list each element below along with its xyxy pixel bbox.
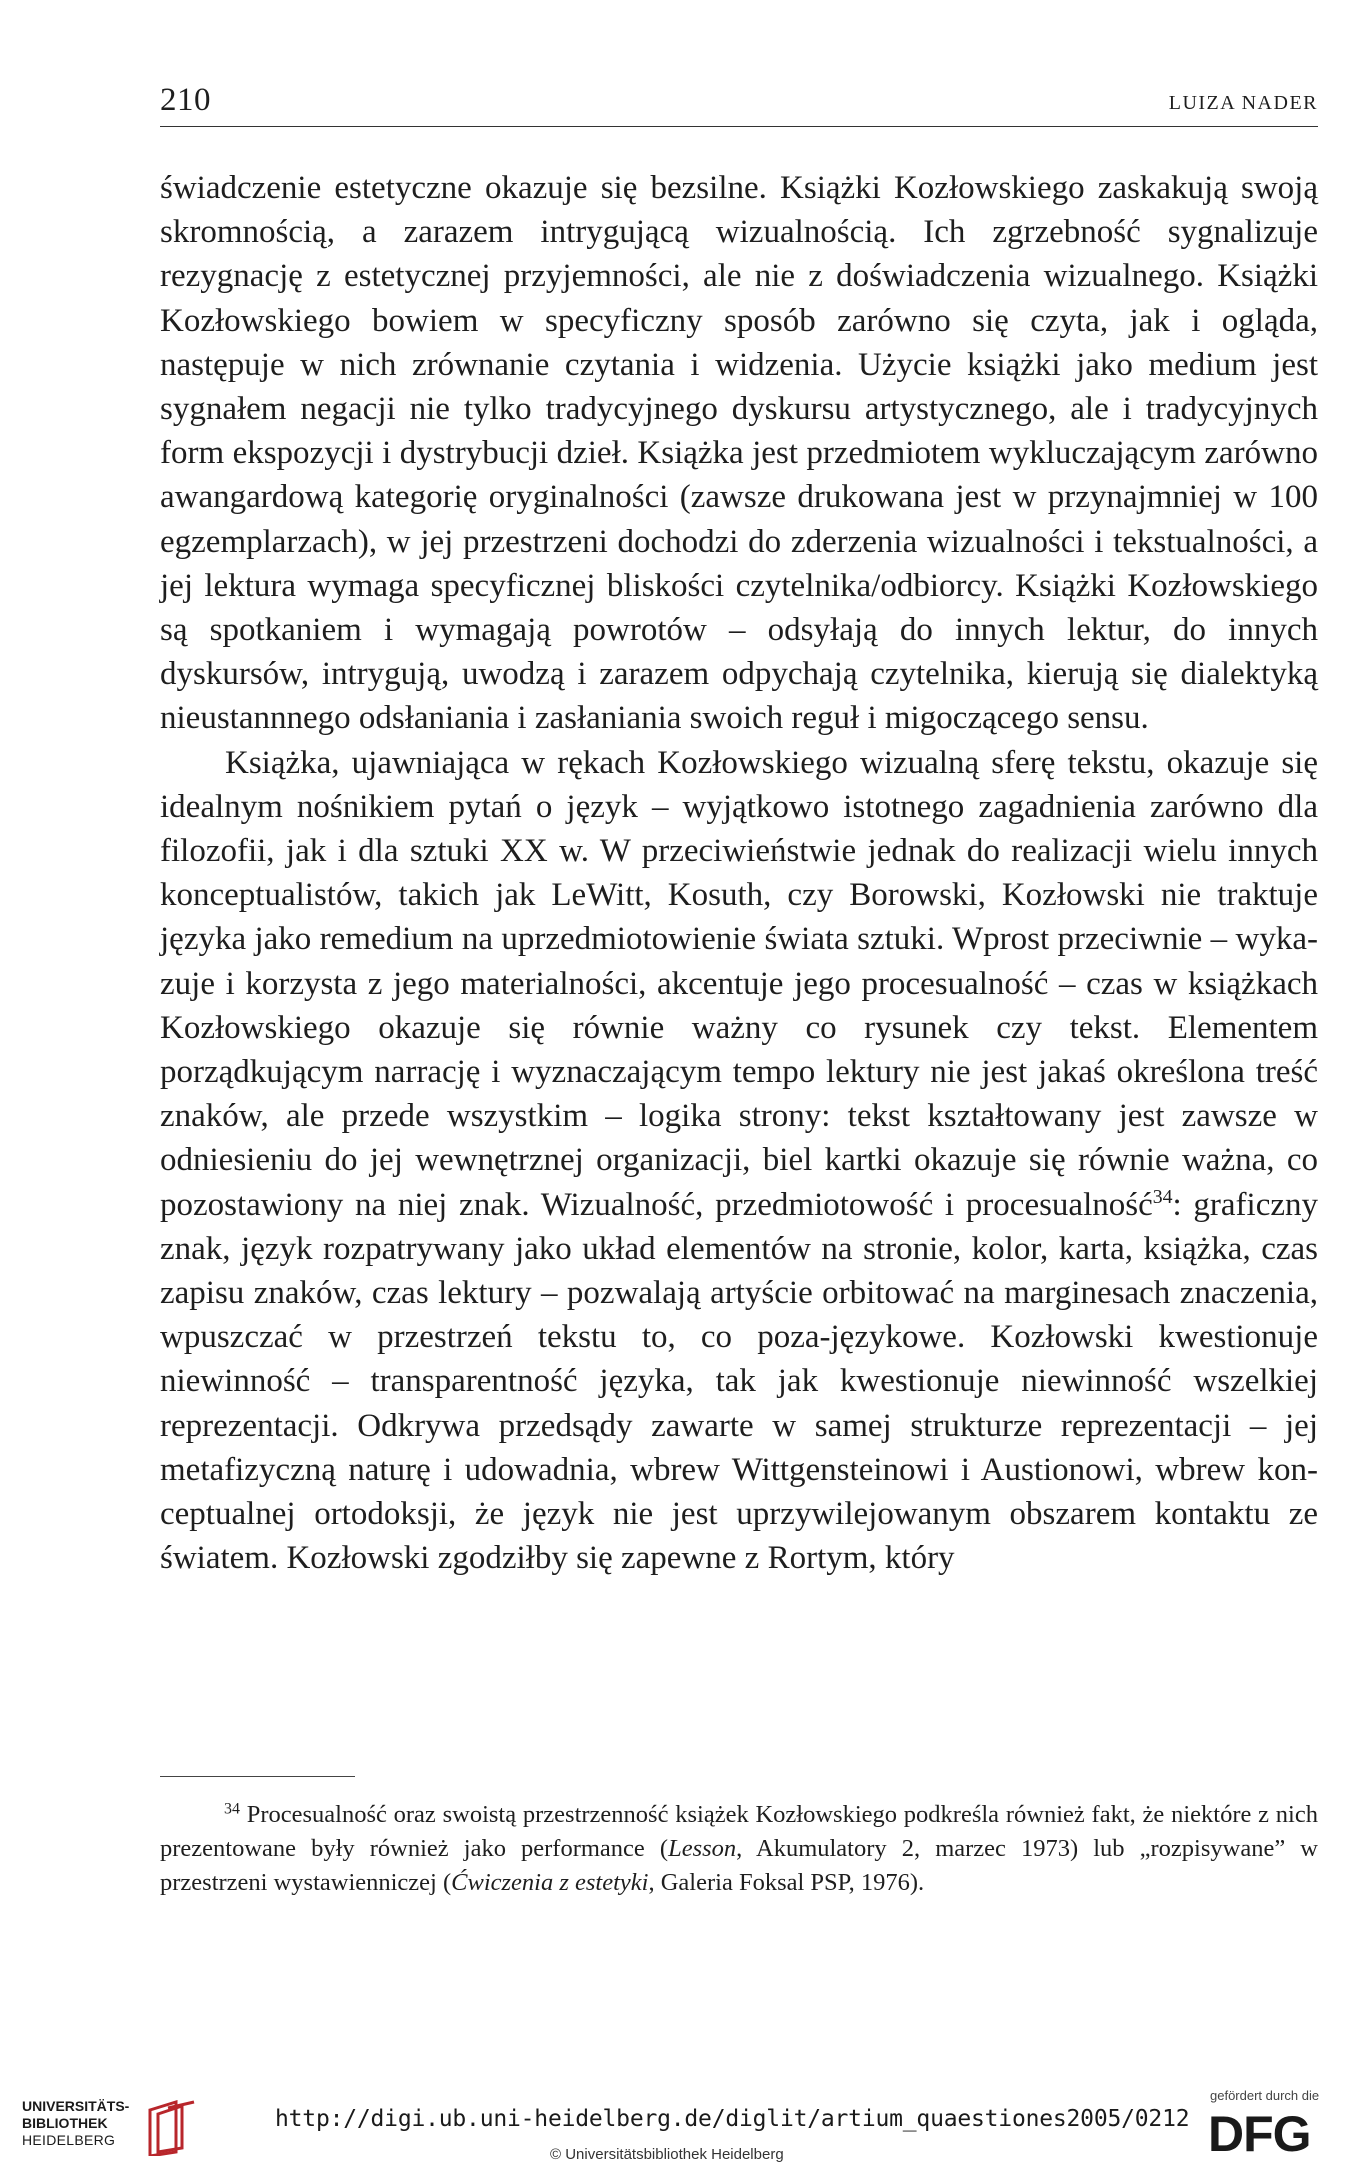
page-header <box>160 72 1318 127</box>
copyright-notice: © Universitätsbibliothek Heidelberg <box>550 2146 784 2163</box>
footnote-text-segment: , Galeria Foksal PSP, 1976). <box>648 1869 925 1896</box>
footnote-text <box>160 1798 1318 1900</box>
dfg-logo[interactable] <box>1208 2088 1338 2170</box>
paragraph-text: : graficzny znak, język rozpatrywany jako układ elementów na stronie, kolor, karta, książka, czas zapisu znaków, czas lektury – pozwalają artyście orbitować na marginesach znaczenia, wpuszczać w przestrzeń tekstu to, co poza-językowe. Kozłowski kwestionuje niewinność – transparentność języka, tak jak kwestionuje niewinność wszelkiej reprezentacji. Odkrywa przedsądy zawarte w samej strukturze reprezentacji – jej metafizyczną naturę i udowadnia, wbrew Wittgensteinowi i Austionowi, wbrew konceptualnej ortodoksji, że język nie jest uprzywilejowanym obszarem kontaktu ze światem. Kozłowski zgodziłby się zapewne z Rortym, który <box>160 1186 1318 1577</box>
document-url-link[interactable]: http://digi.ub.uni-heidelberg.de/diglit/artium_quaestiones2005/0212 <box>275 2106 1190 2132</box>
library-name-line: BIBLIOTHEK <box>22 2115 108 2131</box>
library-name-line: HEIDELBERG <box>22 2132 116 2148</box>
paragraph-text: Książka, ujawniająca w rękach Kozłowskiego wizualną sferę tekstu, okazuje się idealnym nośnikiem pytań o język – wyjątkowo istotnego zagadnienia zarówno dla filozofii, jak i dla sztuki XX w. W przeciwieństwie jednak do realizacji wielu innych konceptualistów, takich jak LeWitt, Kosuth, czy Borowski, Kozłowski nie traktuje języka jako remedium na uprzedmiotowienie świata sztuki. Wprost przeciwnie – wykazuje i korzysta z jego materialności, akcentuje jego procesualność – czas w książkach Kozłowskiego okazuje się równie ważny co rysunek czy tekst. Elementem porządkującym narrację i wyznaczającym tempo lektury nie jest jakaś określona treść znaków, ale przede wszystkim – logika strony: tekst kształtowany jest zawsze w odniesieniu do jej wewnętrznej organizacji, biel kartki okazuje się równie ważna, co pozostawiony na niej znak. Wizualność, przedmiotowość i procesualność <box>160 744 1318 1223</box>
page-number: 210 <box>160 82 211 118</box>
running-head: LUIZA NADER <box>1168 92 1318 114</box>
paragraph <box>160 741 1318 1581</box>
footnote-reference[interactable]: 34 <box>1152 1185 1173 1208</box>
footnote-title-italic: Ćwiczenia z estetyki <box>451 1869 649 1896</box>
library-emblem-icon <box>142 2100 212 2156</box>
paragraph: świadczenie estetyczne okazuje się bezsilne. Książki Kozłowskiego zaskakują swoją skromnością, a zarazem intrygującą wizualnością. Ich zgrzebność sygnalizuje rezygnację z estetycznej przyjemności, ale nie z doświadczenia wizualnego. Książki Kozłowskiego bowiem w specyficzny sposób zarówno się czyta, jak i ogląda, następuje w nich zrównanie czytania i widzenia. Użycie książki jako medium jest sygnałem negacji nie tylko tradycyjnego dyskursu artystycznego, ale i tradycyjnych form ekspozycji i dystrybucji dzieł. Książka jest przedmiotem wykluczającym zarówno awangardową kategorię oryginalności (zawsze drukowana jest w przynajmniej w 100 egzemplarzach), w jej przestrzeni dochodzi do zderzenia wizualności i tekstualności, a jej lektura wymaga specyficznej bliskości czytelnika/odbiorcy. Książki Kozłowskiego są spotkaniem i wymagają powrotów – odsyłają do innych lektur, do innych dyskursów, intrygują, uwodzą i zarazem odpychają czytelnika, kierują się dialektyką nieustannnego odsłaniania i zasłaniania swoich reguł i migoczącego sensu. <box>160 170 1318 737</box>
funding-caption: gefördert durch die <box>1210 2088 1320 2103</box>
footnote-text-segment: Procesualność oraz swoistą przestrzenność książek Kozłowskiego podkreśla również fakt, że niektóre z nich prezentowane były również jako performance ( <box>160 1801 1318 1862</box>
library-name <box>22 2098 129 2149</box>
footnote <box>160 1798 1318 1900</box>
library-logo[interactable] <box>22 2098 202 2158</box>
footnote-title-italic: Lesson <box>668 1835 737 1862</box>
page-footer <box>0 2078 1358 2176</box>
body-text <box>160 166 1318 1581</box>
footnote-text-segment: , Akumulatory 2, marzec 1973) lub „rozpisywane” w przestrzeni wystawienniczej ( <box>160 1835 1318 1896</box>
funder-logo-text: DFG <box>1208 2106 1311 2162</box>
library-name-line: UNIVERSITÄTS- <box>22 2098 130 2114</box>
footnote-number: 34 <box>224 1800 240 1818</box>
footnote-divider <box>160 1776 355 1777</box>
